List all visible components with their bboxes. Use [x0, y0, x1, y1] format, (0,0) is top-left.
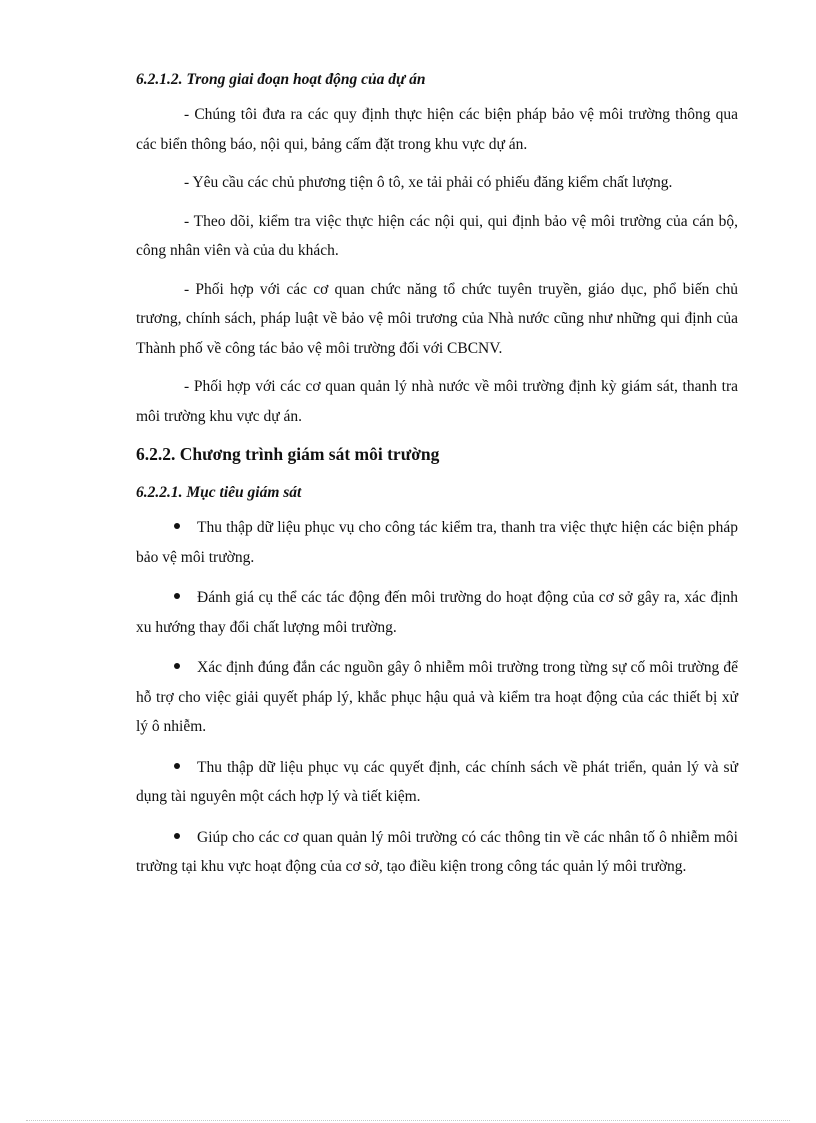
paragraph-regulations: - Chúng tôi đưa ra các quy định thực hiện các biện pháp bảo vệ môi trường thông qua các biển thông báo, nội qui, bảng cấm đặt trong khu vực dự án. [136, 106, 738, 153]
paragraph-monitoring-rules: - Theo dõi, kiểm tra việc thực hiện các nội qui, qui định bảo vệ môi trường của cán bộ, công nhân viên và của du khách. [136, 212, 738, 259]
list-item [136, 513, 738, 572]
list-item [136, 653, 738, 742]
bullet-icon [174, 663, 180, 669]
paragraph-propaganda: - Phối hợp với các cơ quan chức năng tổ chức tuyên truyền, giáo dục, phổ biến chủ trương, chính sách, pháp luật về bảo vệ môi trương của Nhà nước cũng như những qui định của Thành phố về công tác bảo vệ môi trường đối với CBCNV. [136, 280, 738, 357]
list-item [136, 753, 738, 812]
section-heading-6-2-1-2: 6.2.1.2. Trong giai đoạn hoạt động của dự án [136, 71, 426, 88]
list-item [136, 823, 738, 882]
bullet-icon [174, 523, 180, 529]
list-item-text: Giúp cho các cơ quan quản lý môi trường có các thông tin về các nhân tố ô nhiễm môi trường tại khu vực hoạt động của cơ sở, tạo điều kiện trong công tác quản lý môi trường. [136, 828, 738, 875]
monitoring-objectives-list [136, 513, 738, 882]
list-item-text: Xác định đúng đắn các nguồn gây ô nhiễm môi trường trong từng sự cố môi trường để hỗ trợ cho việc giải quyết pháp lý, khắc phục hậu quả và kiểm tra hoạt động của các thiết bị xử lý ô nhiễm. [136, 659, 738, 735]
list-item-text: Thu thập dữ liệu phục vụ các quyết định, các chính sách về phát triển, quản lý và sử dụng tài nguyên một cách hợp lý và tiết kiệm. [136, 758, 738, 805]
list-item-text: Đánh giá cụ thể các tác động đến môi trường do hoạt động của cơ sở gây ra, xác định xu hướng thay đổi chất lượng môi trường. [136, 589, 738, 636]
paragraph-inspection-coordination: - Phối hợp với các cơ quan quản lý nhà nước về môi trường định kỳ giám sát, thanh tra môi trường khu vực dự án. [136, 378, 738, 425]
bullet-icon [174, 593, 180, 599]
section-heading-6-2-2: 6.2.2. Chương trình giám sát môi trường [136, 444, 440, 464]
document-page [136, 68, 738, 882]
list-item-text: Thu thập dữ liệu phục vụ cho công tác kiểm tra, thanh tra việc thực hiện các biện pháp bảo vệ môi trường. [136, 519, 738, 566]
bullet-icon [174, 833, 180, 839]
list-item [136, 583, 738, 642]
section-heading-6-2-2-1: 6.2.2.1. Mục tiêu giám sát [136, 484, 302, 501]
bullet-icon [174, 763, 180, 769]
paragraph-vehicle-inspection: - Yêu cầu các chủ phương tiện ô tô, xe tải phải có phiếu đăng kiểm chất lượng. [184, 174, 673, 191]
page-bottom-divider [26, 1120, 790, 1121]
